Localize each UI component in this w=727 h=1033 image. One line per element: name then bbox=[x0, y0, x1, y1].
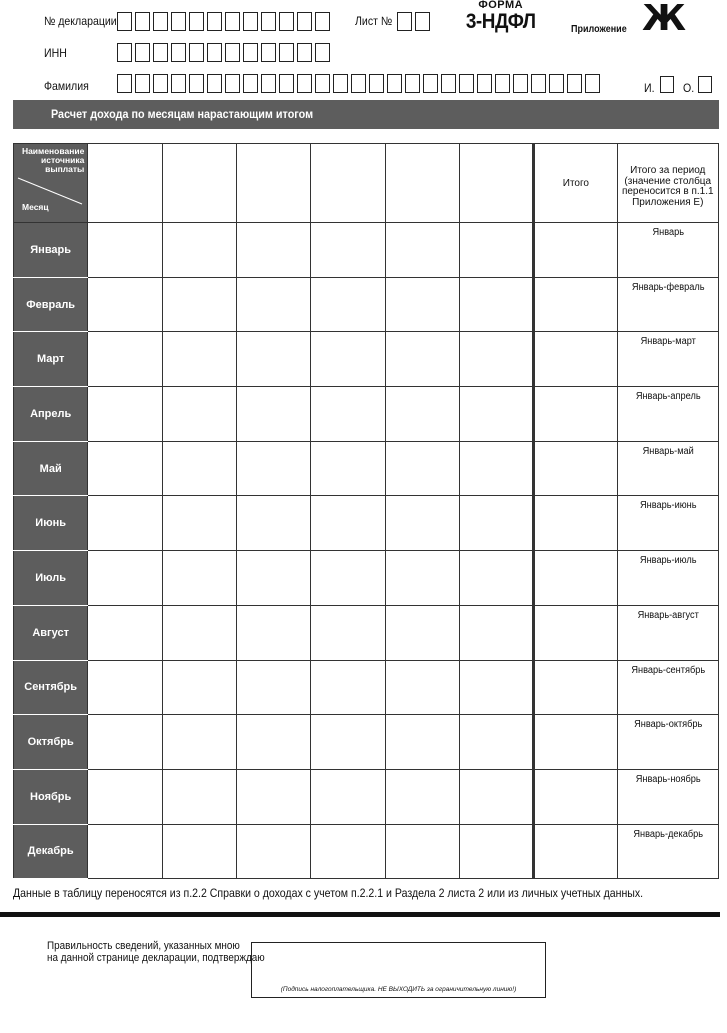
char-box[interactable] bbox=[279, 74, 294, 93]
income-cell[interactable] bbox=[236, 660, 310, 715]
char-box[interactable] bbox=[698, 76, 712, 93]
income-cell[interactable] bbox=[88, 441, 162, 496]
income-cell[interactable] bbox=[459, 441, 533, 496]
income-cell[interactable] bbox=[459, 277, 533, 332]
month-label: Июль bbox=[14, 551, 88, 606]
income-cell[interactable] bbox=[236, 551, 310, 606]
table-row bbox=[14, 332, 719, 387]
monthly-income-table bbox=[13, 143, 719, 879]
char-box[interactable] bbox=[477, 74, 492, 93]
income-cell[interactable] bbox=[236, 387, 310, 442]
table-row bbox=[14, 441, 719, 496]
period-label: Январь-август bbox=[637, 609, 699, 621]
income-cell[interactable] bbox=[162, 824, 236, 879]
period-label: Январь-июль bbox=[639, 555, 697, 567]
income-cell[interactable] bbox=[88, 387, 162, 442]
inn-boxes[interactable] bbox=[117, 43, 330, 62]
income-cell[interactable] bbox=[236, 605, 310, 660]
form-code-text: 3-НДФЛ bbox=[465, 10, 536, 33]
source-header-cell[interactable] bbox=[311, 144, 385, 223]
income-cell[interactable] bbox=[459, 551, 533, 606]
section-title: Расчет дохода по месяцам нарастающим итогом bbox=[51, 107, 314, 121]
income-cell[interactable] bbox=[385, 551, 459, 606]
period-label: Январь-май bbox=[642, 445, 694, 457]
income-cell[interactable] bbox=[385, 496, 459, 551]
period-total-cell[interactable] bbox=[617, 769, 718, 824]
income-cell[interactable] bbox=[459, 332, 533, 387]
signature-hint: (Подпись налогоплательщика. НЕ ВЫХОДИТЬ за ограничительную линию!) bbox=[280, 986, 517, 993]
income-cell[interactable] bbox=[385, 769, 459, 824]
char-box[interactable] bbox=[549, 74, 564, 93]
initial-i-box[interactable] bbox=[660, 76, 674, 93]
surname-label: Фамилия bbox=[44, 79, 89, 93]
char-box[interactable] bbox=[261, 74, 276, 93]
period-total-cell[interactable] bbox=[617, 223, 718, 278]
month-label: Октябрь bbox=[14, 715, 88, 770]
income-cell[interactable] bbox=[162, 769, 236, 824]
char-box[interactable] bbox=[189, 74, 204, 93]
char-box[interactable] bbox=[415, 12, 430, 31]
income-cell[interactable] bbox=[88, 769, 162, 824]
income-cell[interactable] bbox=[88, 660, 162, 715]
char-box[interactable] bbox=[315, 12, 330, 31]
corner-month-label: Месяц bbox=[22, 202, 49, 212]
table-row bbox=[14, 715, 719, 770]
table-row bbox=[14, 223, 719, 278]
char-box[interactable] bbox=[660, 76, 674, 93]
income-cell[interactable] bbox=[459, 824, 533, 879]
month-label: Май bbox=[14, 441, 88, 496]
income-cell[interactable] bbox=[311, 715, 385, 770]
char-box[interactable] bbox=[153, 43, 168, 62]
char-box[interactable] bbox=[297, 12, 312, 31]
total-cell[interactable] bbox=[534, 605, 617, 660]
table-row bbox=[14, 660, 719, 715]
month-label: Апрель bbox=[14, 387, 88, 442]
char-box[interactable] bbox=[423, 74, 438, 93]
period-total-cell[interactable] bbox=[617, 332, 718, 387]
income-cell[interactable] bbox=[88, 332, 162, 387]
char-box[interactable] bbox=[513, 74, 528, 93]
income-cell[interactable] bbox=[311, 441, 385, 496]
section-header-bar bbox=[13, 100, 719, 129]
income-cell[interactable] bbox=[88, 824, 162, 879]
income-cell[interactable] bbox=[311, 496, 385, 551]
month-label: Январь bbox=[14, 223, 88, 278]
month-label: Сентябрь bbox=[14, 660, 88, 715]
period-label: Январь-февраль bbox=[631, 281, 705, 293]
period-total-cell[interactable] bbox=[617, 660, 718, 715]
table-row bbox=[14, 387, 719, 442]
period-label: Январь bbox=[651, 227, 684, 238]
char-box[interactable] bbox=[315, 43, 330, 62]
total-cell[interactable] bbox=[534, 660, 617, 715]
income-cell[interactable] bbox=[162, 387, 236, 442]
income-cell[interactable] bbox=[311, 387, 385, 442]
char-box[interactable] bbox=[405, 74, 420, 93]
income-cell[interactable] bbox=[311, 824, 385, 879]
total-cell[interactable] bbox=[534, 277, 617, 332]
corner-source-label: Наименование источника выплаты bbox=[21, 146, 85, 174]
period-total-cell[interactable] bbox=[617, 824, 718, 879]
period-total-cell[interactable] bbox=[617, 277, 718, 332]
income-cell[interactable] bbox=[459, 496, 533, 551]
income-cell[interactable] bbox=[88, 496, 162, 551]
confirmation-line-2: на данной странице декларации, подтверждаю bbox=[47, 952, 265, 965]
char-box[interactable] bbox=[225, 12, 240, 31]
income-cell[interactable] bbox=[236, 715, 310, 770]
char-box[interactable] bbox=[207, 74, 222, 93]
char-box[interactable] bbox=[225, 74, 240, 93]
income-cell[interactable] bbox=[385, 715, 459, 770]
char-box[interactable] bbox=[243, 43, 258, 62]
source-header-cell[interactable] bbox=[236, 144, 310, 223]
char-box[interactable] bbox=[171, 74, 186, 93]
period-total-cell[interactable] bbox=[617, 387, 718, 442]
income-cell[interactable] bbox=[385, 605, 459, 660]
char-box[interactable] bbox=[387, 74, 402, 93]
income-cell[interactable] bbox=[236, 223, 310, 278]
income-cell[interactable] bbox=[311, 223, 385, 278]
table-row bbox=[14, 824, 719, 879]
income-cell[interactable] bbox=[385, 277, 459, 332]
initial-i-label: И. bbox=[644, 81, 655, 95]
confirmation-line-1: Правильность сведений, указанных мною bbox=[47, 940, 240, 952]
surname-boxes[interactable] bbox=[117, 74, 600, 93]
char-box[interactable] bbox=[279, 43, 294, 62]
total-cell[interactable] bbox=[534, 551, 617, 606]
period-total-cell[interactable] bbox=[617, 496, 718, 551]
total-cell[interactable] bbox=[534, 441, 617, 496]
char-box[interactable] bbox=[279, 12, 294, 31]
char-box[interactable] bbox=[207, 12, 222, 31]
source-header-cell[interactable] bbox=[459, 144, 533, 223]
period-label: Январь-ноябрь bbox=[635, 773, 701, 785]
char-box[interactable] bbox=[585, 74, 600, 93]
period-label: Январь-сентябрь bbox=[630, 664, 705, 676]
char-box[interactable] bbox=[297, 74, 312, 93]
total-cell[interactable] bbox=[534, 715, 617, 770]
income-cell[interactable] bbox=[162, 277, 236, 332]
char-box[interactable] bbox=[495, 74, 510, 93]
income-cell[interactable] bbox=[311, 660, 385, 715]
income-cell[interactable] bbox=[162, 332, 236, 387]
period-total-cell[interactable] bbox=[617, 441, 718, 496]
period-label: Январь-октябрь bbox=[633, 719, 702, 731]
income-cell[interactable] bbox=[162, 660, 236, 715]
total-cell[interactable] bbox=[534, 332, 617, 387]
char-box[interactable] bbox=[297, 43, 312, 62]
char-box[interactable] bbox=[261, 12, 276, 31]
income-cell[interactable] bbox=[162, 605, 236, 660]
char-box[interactable] bbox=[171, 12, 186, 31]
declaration-number-label: № декларации bbox=[44, 14, 117, 28]
total-header: Итого bbox=[534, 144, 617, 223]
divider-rule bbox=[0, 912, 720, 917]
income-cell[interactable] bbox=[385, 824, 459, 879]
total-cell[interactable] bbox=[534, 223, 617, 278]
income-cell[interactable] bbox=[385, 660, 459, 715]
char-box[interactable] bbox=[369, 74, 384, 93]
month-label: Февраль bbox=[14, 277, 88, 332]
period-label: Январь-апрель bbox=[635, 391, 701, 403]
char-box[interactable] bbox=[153, 12, 168, 31]
source-header-cell[interactable] bbox=[88, 144, 162, 223]
total-cell[interactable] bbox=[534, 824, 617, 879]
income-cell[interactable] bbox=[162, 441, 236, 496]
char-box[interactable] bbox=[243, 12, 258, 31]
table-corner-cell bbox=[14, 144, 88, 223]
income-cell[interactable] bbox=[162, 551, 236, 606]
table-row bbox=[14, 496, 719, 551]
char-box[interactable] bbox=[459, 74, 474, 93]
income-cell[interactable] bbox=[385, 332, 459, 387]
period-total-header: Итого за период (значение столбца переносится в п.1.1 Приложения Е) bbox=[617, 144, 718, 223]
income-cell[interactable] bbox=[459, 715, 533, 770]
income-cell[interactable] bbox=[236, 769, 310, 824]
income-cell[interactable] bbox=[311, 551, 385, 606]
table-row bbox=[14, 605, 719, 660]
initial-o-box[interactable] bbox=[698, 76, 712, 93]
income-cell[interactable] bbox=[236, 824, 310, 879]
period-total-cell[interactable] bbox=[617, 605, 718, 660]
declaration-number-boxes[interactable] bbox=[117, 12, 330, 31]
total-cell[interactable] bbox=[534, 496, 617, 551]
char-box[interactable] bbox=[135, 74, 150, 93]
inn-label: ИНН bbox=[44, 46, 67, 60]
table-row bbox=[14, 769, 719, 824]
income-cell[interactable] bbox=[459, 605, 533, 660]
month-label: Декабрь bbox=[14, 824, 88, 879]
period-label: Январь-декабрь bbox=[632, 828, 703, 840]
char-box[interactable] bbox=[351, 74, 366, 93]
income-cell[interactable] bbox=[162, 223, 236, 278]
char-box[interactable] bbox=[531, 74, 546, 93]
char-box[interactable] bbox=[189, 12, 204, 31]
sheet-number-boxes[interactable] bbox=[397, 12, 430, 31]
income-cell[interactable] bbox=[459, 660, 533, 715]
income-cell[interactable] bbox=[459, 769, 533, 824]
total-cell[interactable] bbox=[534, 769, 617, 824]
source-header-cell[interactable] bbox=[385, 144, 459, 223]
appendix-label: Приложение bbox=[571, 24, 627, 35]
form-word: ФОРМА bbox=[478, 0, 524, 11]
table-row bbox=[14, 277, 719, 332]
char-box[interactable] bbox=[171, 43, 186, 62]
char-box[interactable] bbox=[135, 43, 150, 62]
income-cell[interactable] bbox=[311, 332, 385, 387]
income-cell[interactable] bbox=[459, 223, 533, 278]
income-cell[interactable] bbox=[162, 496, 236, 551]
char-box[interactable] bbox=[333, 74, 348, 93]
char-box[interactable] bbox=[243, 74, 258, 93]
char-box[interactable] bbox=[397, 12, 412, 31]
period-total-cell[interactable] bbox=[617, 551, 718, 606]
char-box[interactable] bbox=[567, 74, 582, 93]
month-label: Ноябрь bbox=[14, 769, 88, 824]
income-cell[interactable] bbox=[162, 715, 236, 770]
income-cell[interactable] bbox=[311, 769, 385, 824]
income-cell[interactable] bbox=[88, 605, 162, 660]
income-cell[interactable] bbox=[385, 387, 459, 442]
income-cell[interactable] bbox=[88, 715, 162, 770]
period-total-cell[interactable] bbox=[617, 715, 718, 770]
char-box[interactable] bbox=[315, 74, 330, 93]
income-cell[interactable] bbox=[385, 223, 459, 278]
income-cell[interactable] bbox=[88, 223, 162, 278]
signature-box[interactable] bbox=[251, 942, 546, 998]
table-note: Данные в таблицу переносятся из п.2.2 Справки о доходах с учетом п.2.2.1 и Раздела 2 листа 2 или из личных учетных данных. bbox=[13, 886, 644, 900]
income-cell[interactable] bbox=[311, 277, 385, 332]
source-header-cell[interactable] bbox=[162, 144, 236, 223]
total-cell[interactable] bbox=[534, 387, 617, 442]
income-cell[interactable] bbox=[311, 605, 385, 660]
char-box[interactable] bbox=[441, 74, 456, 93]
income-cell[interactable] bbox=[459, 387, 533, 442]
initial-o-label: О. bbox=[683, 81, 695, 95]
char-box[interactable] bbox=[135, 12, 150, 31]
income-cell[interactable] bbox=[236, 441, 310, 496]
char-box[interactable] bbox=[117, 43, 132, 62]
appendix-letter: Ж bbox=[642, 0, 687, 39]
char-box[interactable] bbox=[225, 43, 240, 62]
month-label: Март bbox=[14, 332, 88, 387]
income-cell[interactable] bbox=[88, 277, 162, 332]
form-code bbox=[462, 0, 539, 32]
income-cell[interactable] bbox=[88, 551, 162, 606]
income-cell[interactable] bbox=[236, 496, 310, 551]
char-box[interactable] bbox=[189, 43, 204, 62]
char-box[interactable] bbox=[117, 12, 132, 31]
period-label: Январь-июнь bbox=[639, 500, 697, 512]
income-cell[interactable] bbox=[385, 441, 459, 496]
table-header-row bbox=[14, 144, 719, 223]
char-box[interactable] bbox=[117, 74, 132, 93]
income-cell[interactable] bbox=[236, 277, 310, 332]
month-label: Август bbox=[14, 605, 88, 660]
char-box[interactable] bbox=[153, 74, 168, 93]
confirmation-text bbox=[47, 940, 265, 964]
income-cell[interactable] bbox=[236, 332, 310, 387]
period-label: Январь-март bbox=[640, 336, 696, 348]
char-box[interactable] bbox=[261, 43, 276, 62]
char-box[interactable] bbox=[207, 43, 222, 62]
sheet-number-label: Лист № bbox=[355, 14, 393, 28]
month-label: Июнь bbox=[14, 496, 88, 551]
table-row bbox=[14, 551, 719, 606]
